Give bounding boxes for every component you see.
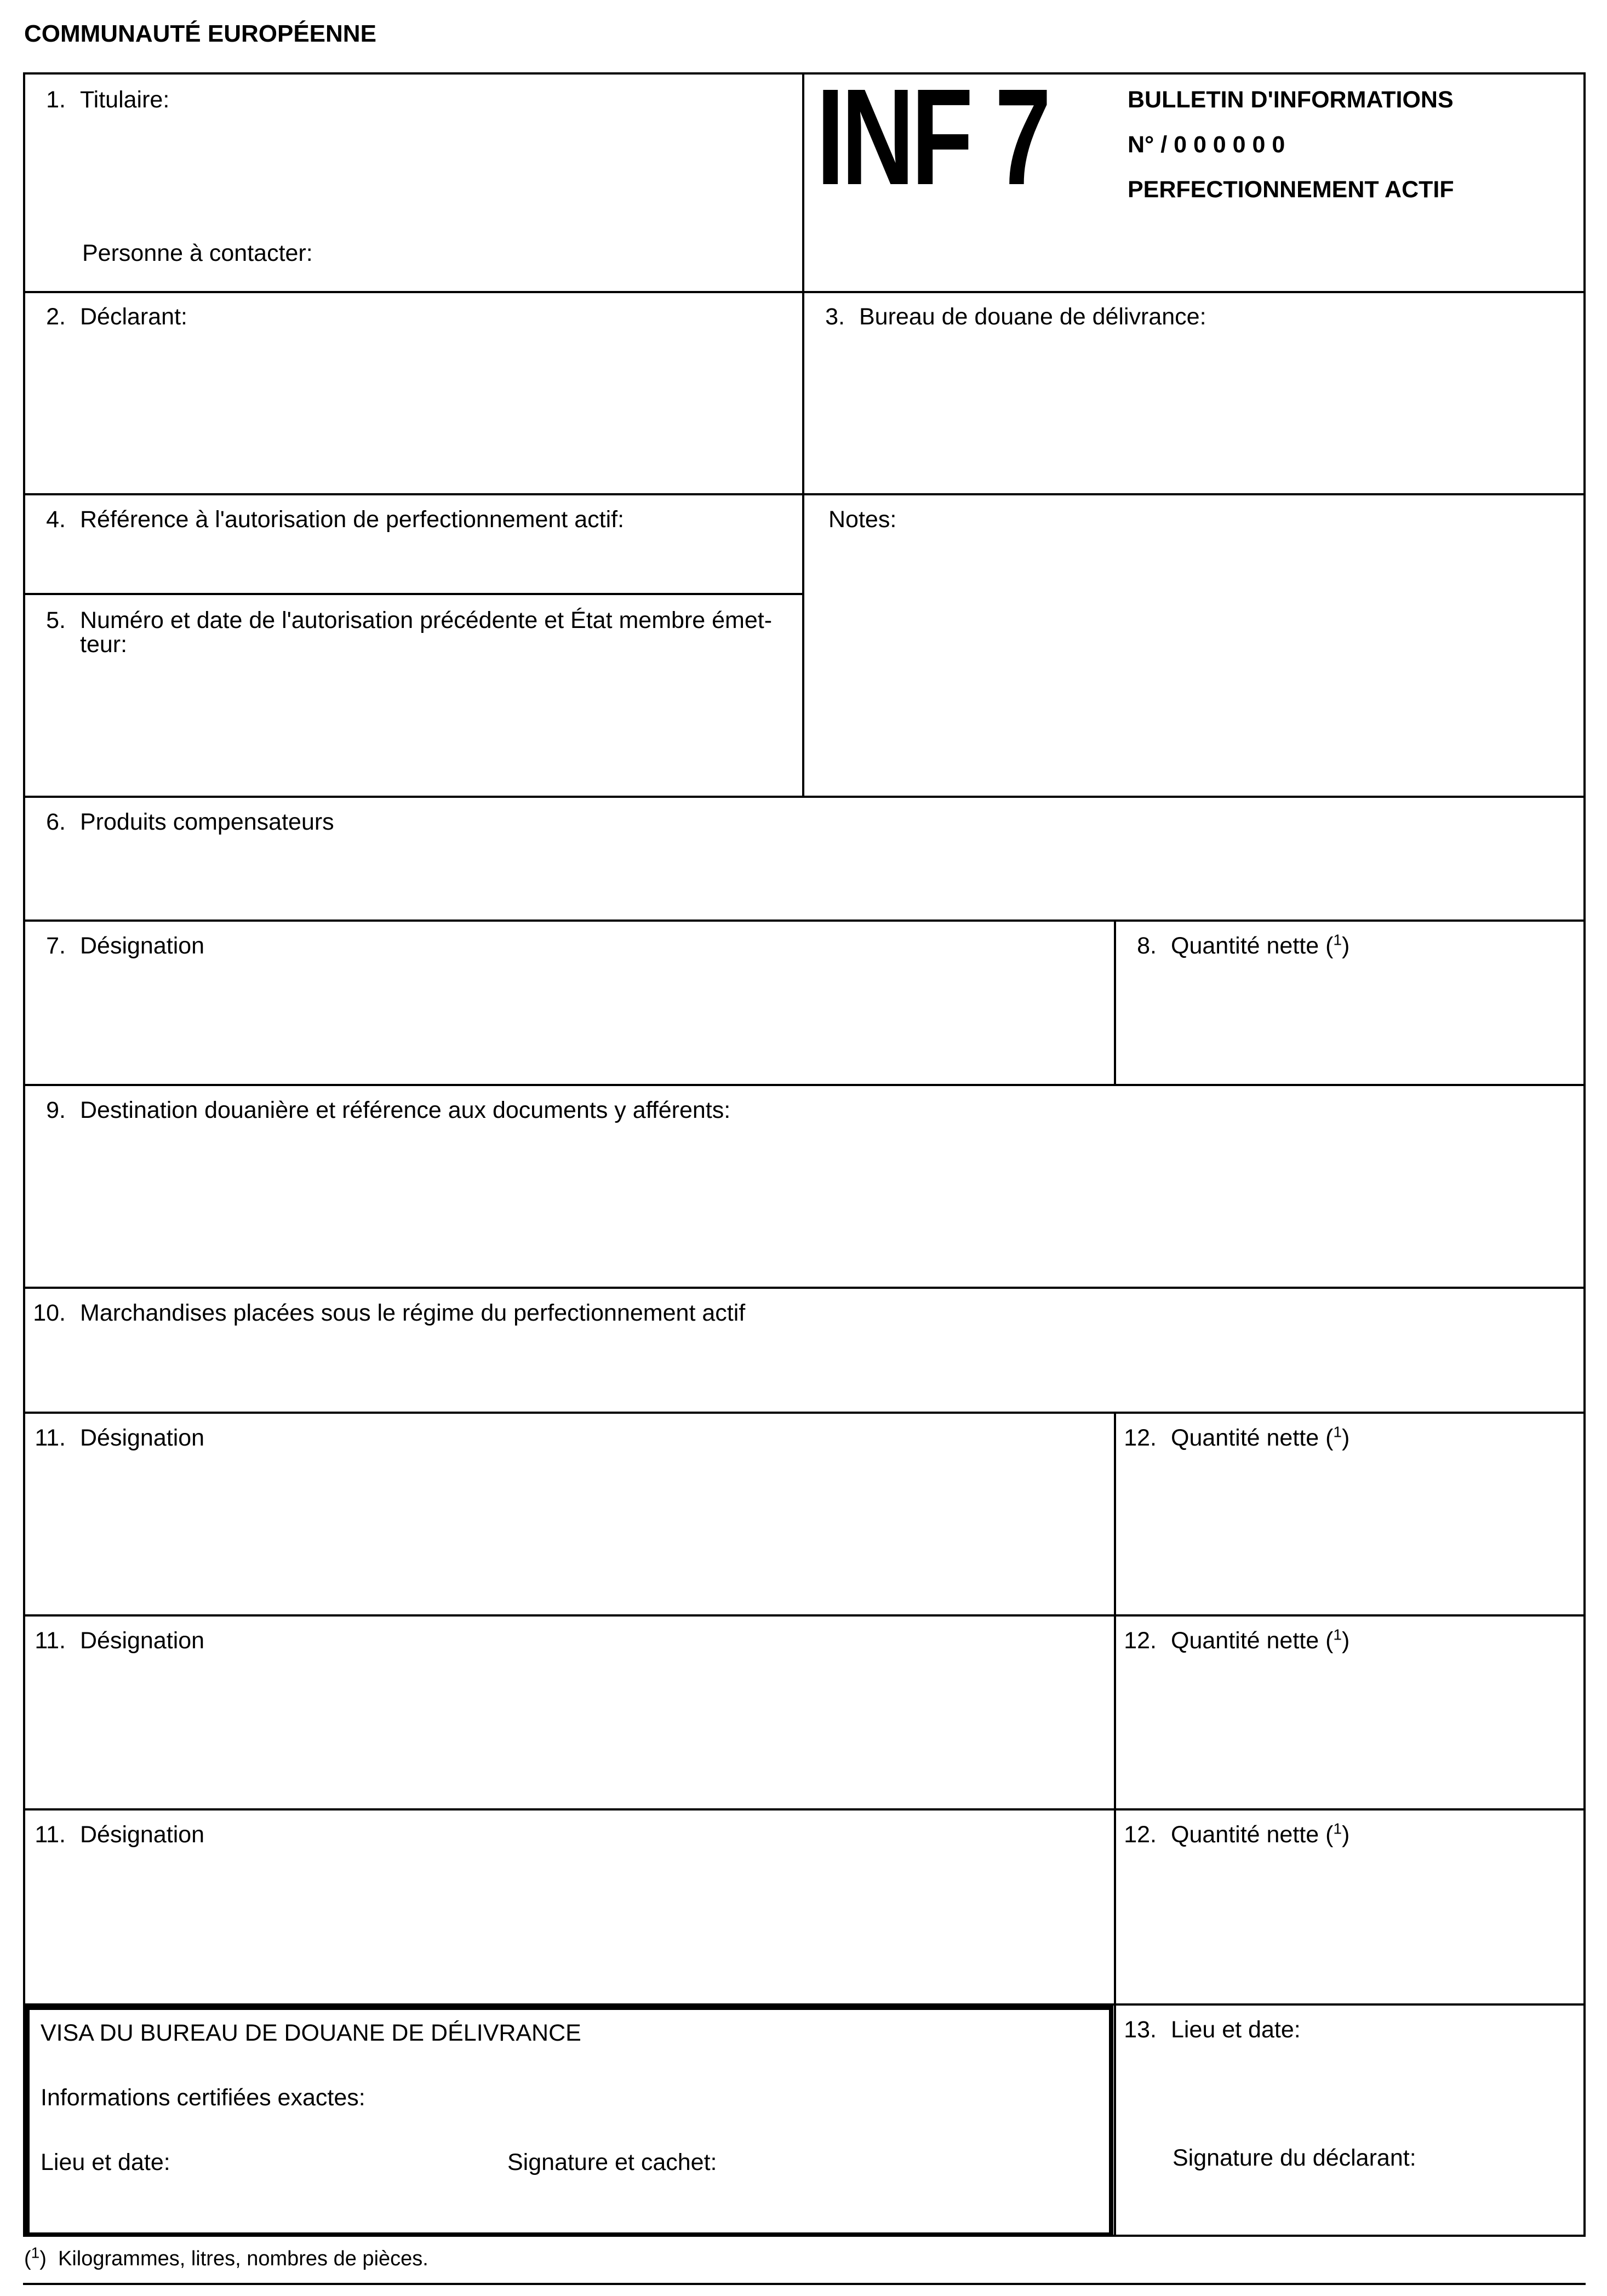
- bulletin-subtitle: PERFECTIONNEMENT ACTIF: [1128, 176, 1454, 203]
- field-11-label: 11. Désignation: [35, 1425, 205, 1451]
- divider: [23, 1614, 1586, 1617]
- field-6-label: 6. Produits compensateurs: [46, 809, 334, 835]
- field-12-label: 12. Quantité nette ($^1$): [1124, 1423, 1350, 1451]
- form-code: INF 7: [816, 60, 1048, 213]
- field-10-label: 10. Marchandises placées sous le régime du perfectionnement actif: [33, 1300, 746, 1326]
- bottom-rule: [23, 2283, 1586, 2285]
- divider: [23, 919, 1586, 922]
- field-3-label: 3. Bureau de douane de délivrance:: [825, 304, 1206, 330]
- divider: [23, 291, 1586, 293]
- divider: [23, 1412, 1586, 1414]
- community-title: COMMUNAUTÉ EUROPÉENNE: [24, 20, 376, 47]
- bulletin-number: N° / 0 0 0 0 0 0: [1128, 132, 1285, 158]
- form-frame: [23, 60, 1586, 2237]
- field-2-label: 2. Déclarant:: [46, 304, 187, 330]
- divider: [23, 493, 1586, 495]
- field-7-label: 7. Désignation: [46, 933, 205, 959]
- divider: [23, 1084, 1586, 1086]
- field-12-label: 12. Quantité nette ($^1$): [1124, 1820, 1350, 1848]
- field-1-contact-label: Personne à contacter:: [82, 240, 313, 266]
- field-8-label: 8. Quantité nette ($^1$): [1137, 931, 1350, 959]
- field-1-label: 1. Titulaire:: [46, 87, 170, 113]
- divider: [23, 1287, 1586, 1289]
- visa-title: VISA DU BUREAU DE DOUANE DE DÉLIVRANCE: [41, 2020, 581, 2046]
- field-13-signature-label: Signature du déclarant:: [1173, 2145, 1416, 2171]
- field-11-label: 11. Désignation: [35, 1821, 205, 1848]
- field-9-label: 9. Destination douanière et référence aux documents y afférents:: [46, 1097, 731, 1123]
- field-12-label: 12. Quantité nette ($^1$): [1124, 1626, 1350, 1654]
- field-4-label: 4. Référence à l'autorisation de perfectionnement actif:: [46, 506, 625, 533]
- visa-certified-label: Informations certifiées exactes:: [41, 2084, 365, 2111]
- divider: [802, 72, 804, 797]
- visa-place-date-label: Lieu et date:: [41, 2149, 170, 2175]
- divider: [23, 593, 804, 595]
- field-5-label-cont: teur:: [80, 631, 128, 658]
- footnote: ($^1$) Kilogrammes, litres, nombres de pièces.: [24, 2244, 428, 2270]
- bulletin-title: BULLETIN D'INFORMATIONS: [1128, 87, 1454, 113]
- notes-label: Notes:: [828, 506, 897, 533]
- visa-signature-label: Signature et cachet:: [507, 2149, 717, 2175]
- divider: [23, 796, 1586, 798]
- field-5-label: 5. Numéro et date de l'autorisation précédente et État membre émet-: [46, 607, 773, 633]
- divider: [23, 1808, 1586, 1810]
- field-13-label: 13. Lieu et date:: [1124, 2017, 1301, 2043]
- field-11-label: 11. Désignation: [35, 1627, 205, 1654]
